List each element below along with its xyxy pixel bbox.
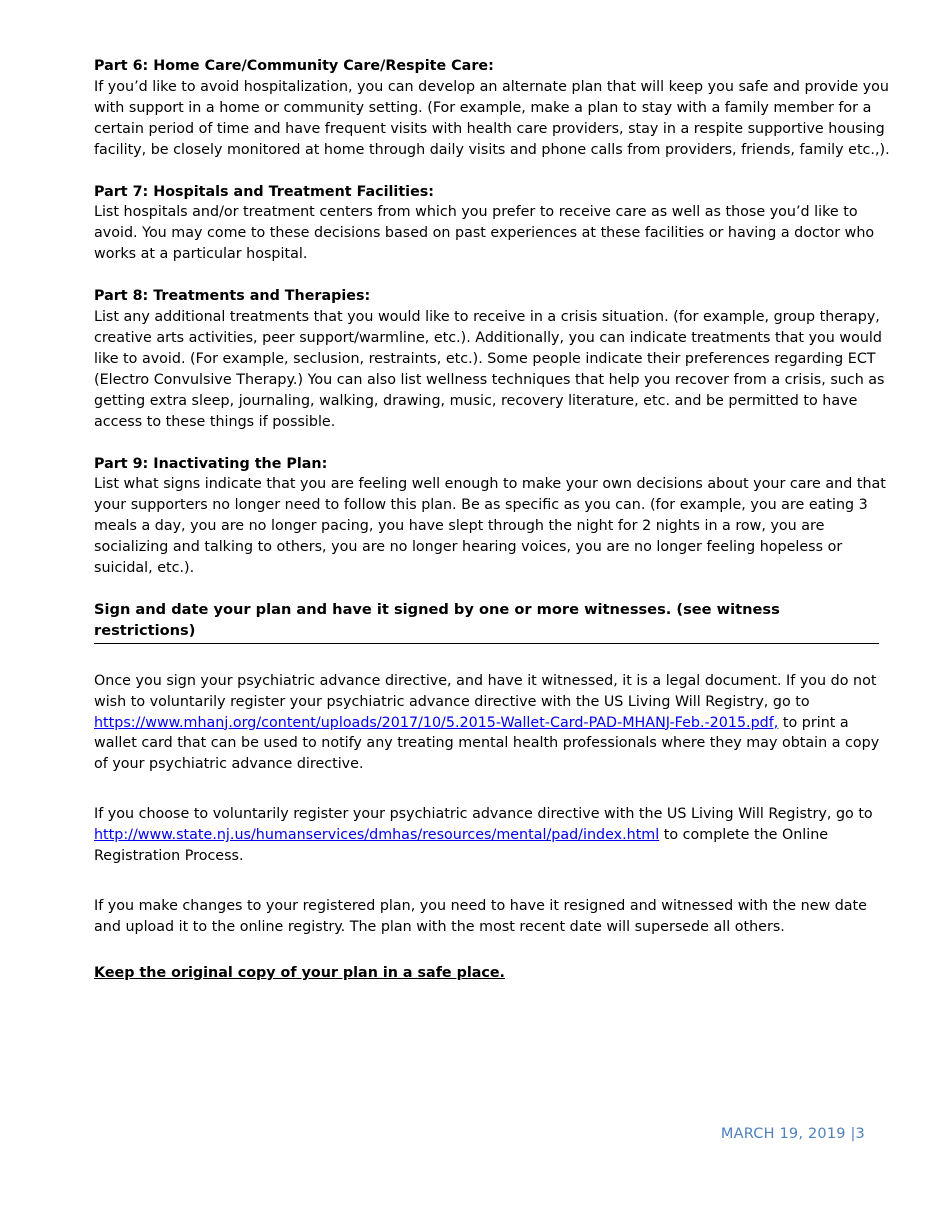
changes-paragraph: If you make changes to your registered plan, you need to have it resigned and witnessed with the new date and upload it to the online registry. The plan with the most recent date will supersede all others.: [94, 898, 867, 935]
part-9-heading: Part 9: Inactivating the Plan:: [94, 455, 328, 472]
registry-paragraph-2-intro: If you choose to voluntarily register your psychiatric advance directive with the US Living Will Registry, go to: [94, 806, 873, 823]
keep-original-note: Keep the original copy of your plan in a safe place.: [94, 964, 505, 981]
part-6-section: [94, 56, 894, 161]
registry-paragraph-2: [94, 804, 894, 867]
part-9-section: [94, 454, 894, 579]
sign-and-date-heading: Sign and date your plan and have it signed by one or more witnesses. (see witness restrictions): [94, 600, 879, 644]
part-7-section: [94, 182, 894, 266]
wallet-card-link[interactable]: https://www.mhanj.org/content/uploads/2017/10/5.2015-Wallet-Card-PAD-MHANJ-Feb.-2015.pdf,: [94, 714, 779, 731]
registry-paragraph-1: [94, 671, 894, 776]
registry-paragraph-1-intro: Once you sign your psychiatric advance directive, and have it witnessed, it is a legal document. If you do not wish to voluntarily register your psychiatric advance directive with the US Living Will Registry, go to: [94, 672, 877, 710]
part-8-section: [94, 286, 894, 432]
page-footer-date: MARCH 19, 2019 |3: [720, 1126, 865, 1142]
part-8-text: List any additional treatments that you would like to receive in a crisis situation. (for example, group therapy, creative arts activities, peer support/warmline, etc.). Additionally, you can indicate treatments that you would like to avoid. (For example, seclusion, restraints, etc.). Some people indicate their preferences regarding ECT (Electro Convulsive Therapy.) You can also list wellness techniques that help you recover from a crisis, such as getting extra sleep, journaling, walking, drawing, music, recovery literature, etc. and be permitted to have access to these things if possible.: [94, 309, 885, 430]
online-registry-link[interactable]: http://www.state.nj.us/humanservices/dmhas/resources/mental/pad/index.html: [94, 827, 660, 844]
part-7-text: List hospitals and/or treatment centers from which you prefer to receive care as well as those you’d like to avoid. You may come to these decisions based on past experiences at these facilities or having a doctor who works at a particular hospital.: [94, 204, 875, 263]
part-7-heading: Part 7: Hospitals and Treatment Facilities:: [94, 183, 434, 200]
registry-paragraph-2-rest: to complete the Online Registration Process.: [94, 827, 829, 865]
registry-paragraph-1-rest: to print a wallet card that can be used to notify any treating mental health professionals where they may obtain a copy of your psychiatric advance directive.: [94, 714, 880, 773]
document-body: [94, 56, 894, 984]
part-6-text: If you’d like to avoid hospitalization, you can develop an alternate plan that will keep you safe and provide you with support in a home or community setting. (For example, make a plan to stay with a family member for a certain period of time and have frequent visits with health care providers, stay in a respite supportive housing facility, be closely monitored at home through daily visits and phone calls from providers, friends, family etc.,).: [94, 78, 890, 158]
part-6-heading: Part 6: Home Care/Community Care/Respite Care:: [94, 58, 494, 74]
part-9-text: List what signs indicate that you are feeling well enough to make your own decisions about your care and that your supporters no longer need to follow this plan. Be as specific as you can. (for example, you are eating 3 meals a day, you are no longer pacing, you have slept through the night for 2 nights in a row, you are socializing and talking to others, you are no longer hearing voices, you are no longer feeling hopeless or suicidal, etc.).: [94, 476, 886, 577]
part-8-heading: Part 8: Treatments and Therapies:: [94, 288, 371, 305]
